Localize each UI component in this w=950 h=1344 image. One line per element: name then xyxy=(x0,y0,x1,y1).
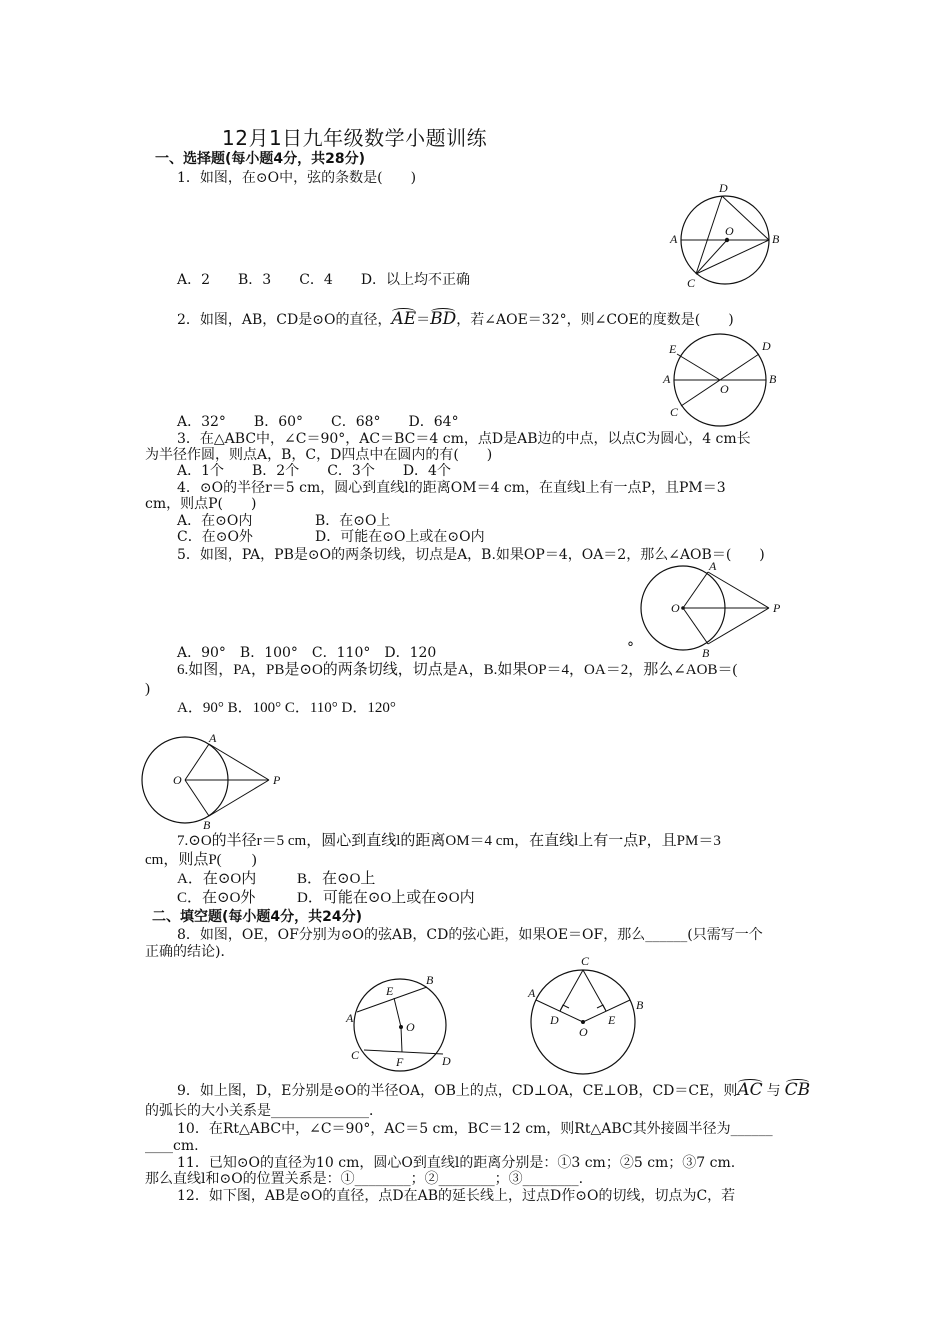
q8-fig1-segment-of xyxy=(401,1027,402,1052)
q5-tangent-pb xyxy=(708,608,769,644)
q6-tangent-pa xyxy=(209,744,269,780)
q6-figure xyxy=(135,728,295,833)
q9-line2: 的弧长的大小关系是______________． xyxy=(145,1103,383,1119)
q4-option-d: D．可能在⊙O上或在⊙O内 xyxy=(315,529,485,545)
q4-option-c: C．在⊙O外 xyxy=(177,529,253,545)
q2-label-c: C xyxy=(670,405,679,419)
q3-options: A．1个 B．2个 C．3个 D．4个 xyxy=(177,463,451,479)
q8-fig2-label-b: B xyxy=(636,998,644,1012)
q2-post: ，若∠AOE＝32°，则∠COE的度数是( ) xyxy=(456,312,734,328)
q5-label-a: A xyxy=(709,559,717,573)
q8-fig2-right-angle-e xyxy=(597,1005,606,1011)
q8-fig2-label-d: D xyxy=(550,1013,559,1027)
q8-fig1-label-a: A xyxy=(346,1011,354,1025)
q8-fig2-center-dot xyxy=(581,1020,585,1024)
q1-center-dot xyxy=(725,238,729,242)
q8-fig1-segment-oe xyxy=(394,998,401,1027)
q2-text xyxy=(177,311,734,328)
q2-pre: 2．如图，AB，CD是⊙O的直径， xyxy=(177,312,392,328)
q8-figure-1 xyxy=(340,970,470,1075)
q1-label-d: D xyxy=(719,181,728,195)
q8-fig2-label-c: C xyxy=(581,954,590,968)
q2-label-a: A xyxy=(663,372,671,386)
q11-line1: 11．已知⊙O的直径为10 cm，圆心O到直线l的距离分别是：①3 cm；②5 cm；③7 cm. xyxy=(177,1155,736,1171)
q5-label-o: O xyxy=(671,601,680,615)
q2-options: A．32° B．60° C．68° D．64° xyxy=(177,414,459,430)
q8-fig2-right-angle-d xyxy=(560,1005,569,1011)
q7-option-d: D．可能在⊙O上或在⊙O内 xyxy=(297,890,475,906)
q9-arc-cb: CB xyxy=(784,1080,811,1100)
q8-line2: 正确的结论)． xyxy=(145,944,235,960)
q6-label-o: O xyxy=(173,773,182,787)
q8-fig1-label-c: C xyxy=(351,1048,360,1062)
q8-fig1-chord-cd xyxy=(364,1050,443,1054)
q4-option-a: A．在⊙O内 xyxy=(177,513,253,529)
q2-arc-bd: BD xyxy=(430,309,457,329)
q8-fig2-radius-ob xyxy=(583,1000,630,1022)
q2-figure xyxy=(660,336,785,431)
q1-chord-co xyxy=(696,240,727,274)
q9-arc-ac: AC xyxy=(737,1080,763,1100)
q5-tangent-pa xyxy=(708,572,769,608)
q2-label-e: E xyxy=(669,342,677,356)
q8-line1: 8．如图，OE，OF分别为⊙O的弦AB，CD的弦心距，如果OE＝OF，那么______(只需写一个 xyxy=(177,927,763,943)
q1-label-a: A xyxy=(670,232,678,246)
section-heading-choice: 一、选择题(每小题4分，共28分) xyxy=(155,151,366,167)
q6-radius-ob xyxy=(185,780,209,816)
q1-label-o: O xyxy=(725,224,734,238)
q9-line1 xyxy=(177,1082,810,1099)
q9-mid: 与 xyxy=(766,1083,781,1099)
q1-options: A．2 B．3 C．4 D．以上均不正确 xyxy=(177,272,471,288)
q2-label-d: D xyxy=(762,339,771,353)
q5-figure xyxy=(636,560,786,660)
q12-line1: 12．如下图，AB是⊙O的直径，点D在AB的延长线上，过点D作⊙O的切线，切点为C，若 xyxy=(177,1188,736,1204)
q7-line2: cm，则点P( ) xyxy=(145,852,257,868)
q1-label-c: C xyxy=(687,276,696,290)
q6-radius-oa xyxy=(185,744,209,780)
q2-radius-oe xyxy=(677,354,720,380)
page-title: 12月1日九年级数学小题训练 xyxy=(222,126,488,150)
q11-line2: 那么直线l和⊙O的位置关系是：①________；②________；③________. xyxy=(145,1171,584,1187)
q5-label-b: B xyxy=(702,646,710,660)
q5-radius-ob xyxy=(683,608,708,644)
q8-fig1-label-b: B xyxy=(426,973,434,987)
q8-fig2-radius-oa xyxy=(536,1000,583,1022)
q6-line1: 6.如图，PA，PB是⊙O的两条切线，切点是A，B.如果OP＝4，OA＝2，那么∠AOB＝( xyxy=(177,662,738,678)
q5-radius-oa xyxy=(683,572,708,608)
q2-eq: ＝ xyxy=(416,312,431,328)
q6-options: A．90° B．100° C．110° D．120° xyxy=(177,700,396,716)
q5-center-dot xyxy=(681,606,685,610)
q8-fig2-label-e: E xyxy=(608,1013,616,1027)
q8-fig1-label-f: F xyxy=(396,1055,404,1069)
q8-fig2-label-o: O xyxy=(579,1025,588,1039)
q7-option-b: B．在⊙O上 xyxy=(297,871,376,887)
q4-option-b: B．在⊙O上 xyxy=(315,513,391,529)
q6-label-a: A xyxy=(209,731,217,745)
q8-fig2-label-a: A xyxy=(528,986,536,1000)
q6-tangent-pb xyxy=(209,780,269,816)
q6-label-b: B xyxy=(203,818,211,832)
q1-text: 1．如图，在⊙O中，弦的条数是( ) xyxy=(177,170,417,186)
q8-fig1-label-d: D xyxy=(442,1054,451,1068)
q1-chord-dc xyxy=(696,196,722,274)
q10-line1: 10．在Rt△ABC中，∠C＝90°，AC＝5 cm，BC＝12 cm，则Rt△ABC其外接圆半径为______ xyxy=(177,1121,773,1137)
q5-label-p: P xyxy=(773,601,781,615)
q6-label-p: P xyxy=(273,773,281,787)
q4-line2: cm，则点P( ) xyxy=(145,496,257,512)
q7-option-a: A．在⊙O内 xyxy=(177,871,257,887)
q1-figure xyxy=(665,180,785,290)
q3-line2: 为半径作圆，则点A，B，C，D四点中在圆内的有( ) xyxy=(145,447,493,463)
q2-label-b: B xyxy=(769,372,777,386)
q8-fig1-center-dot xyxy=(399,1025,403,1029)
section-heading-fill: 二、填空题(每小题4分，共24分) xyxy=(152,909,363,925)
q3-line1: 3．在△ABC中，∠C＝90°，AC＝BC＝4 cm，点D是AB边的中点，以点C为圆心，4 cm长 xyxy=(177,431,751,447)
q7-option-c: C．在⊙O外 xyxy=(177,890,256,906)
q2-arc-ae: AE xyxy=(391,309,417,329)
q8-fig1-label-o: O xyxy=(406,1020,415,1034)
q6-line2: ) xyxy=(145,681,150,697)
q2-label-o: O xyxy=(720,382,729,396)
q1-label-b: B xyxy=(772,232,780,246)
q10-line2: ____cm. xyxy=(145,1138,199,1154)
q5-options: A．90° B．100° C．110° D．120 xyxy=(177,645,437,661)
q7-line1: 7.⊙O的半径r＝5 cm，圆心到直线l的距离OM＝4 cm，在直线l上有一点P，且PM＝3 xyxy=(177,833,721,849)
q5-text: 5．如图，PA，PB是⊙O的两条切线，切点是A，B.如果OP＝4，OA＝2，那么∠AOB＝( ) xyxy=(177,547,765,563)
q8-fig1-label-e: E xyxy=(386,984,394,998)
q9-pre: 9．如上图，D，E分别是⊙O的半径OA，OB上的点，CD⊥OA，CE⊥OB，CD＝CE，则 xyxy=(177,1083,738,1099)
q8-figure-2 xyxy=(520,952,660,1077)
q5-degree-sign: ° xyxy=(627,640,634,656)
q4-line1: 4．⊙O的半径r＝5 cm，圆心到直线l的距离OM＝4 cm，在直线l上有一点P，且PM＝3 xyxy=(177,480,726,496)
